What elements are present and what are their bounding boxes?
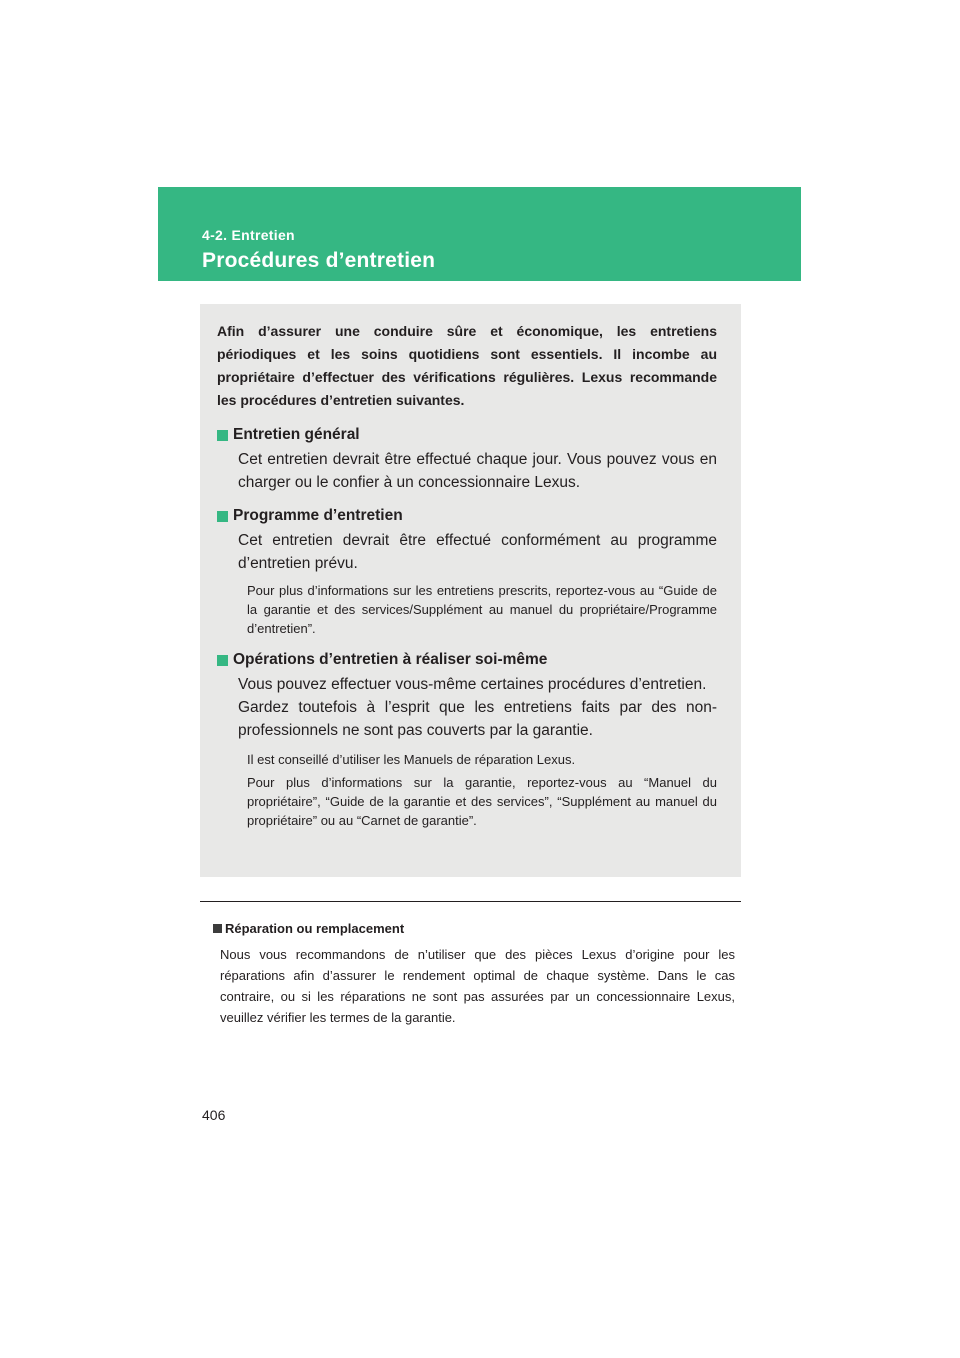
section-body: Vous pouvez effectuer vous-même certaines procédures d’entretien. (238, 676, 707, 693)
repair-section (213, 919, 735, 1028)
section-heading (217, 505, 717, 527)
section-note-second: Pour plus d’informations sur la garantie, reportez-vous au “Manuel du propriétaire”, “Guide de la garantie et des services”, “Supplément au manuel du propriétaire” ou au “Carnet de garantie”. (247, 775, 717, 828)
divider-line (200, 901, 741, 902)
section-note: Pour plus d’informations sur les entretiens prescrits, reportez-vous au “Guide de la garantie et des services/Supplément au manuel du propriétaire/Programme d’entretien”. (247, 583, 717, 636)
page-number: 406 (202, 1107, 226, 1123)
section-heading (217, 424, 717, 446)
section-schedule (217, 505, 717, 638)
repair-heading (213, 919, 735, 938)
section-general (217, 424, 717, 494)
chapter-header (158, 187, 801, 281)
square-bullet-icon (217, 511, 228, 522)
section-label: 4-2. Entretien (202, 227, 295, 243)
square-bullet-icon (217, 655, 228, 666)
page-title: Procédures d’entretien (202, 249, 436, 272)
section-title: Entretien général (233, 426, 360, 443)
section-body: Cet entretien devrait être effectué conformément au programme d’entretien prévu. (238, 532, 717, 572)
maintenance-info-box (200, 304, 741, 877)
square-bullet-icon (213, 924, 222, 933)
repair-body: Nous vous recommandons de n’utiliser que des pièces Lexus d’origine pour les réparations afin d’assurer le rendement optimal de chaque système. Dans le cas contraire, ou si les réparations ne sont pas assurées par un concessionnaire Lexus, veuillez vérifier les termes de la garantie. (220, 947, 735, 1025)
section-title: Programme d’entretien (233, 507, 403, 524)
section-heading (217, 649, 717, 671)
square-bullet-icon (217, 430, 228, 441)
section-note: Il est conseillé d’utiliser les Manuels de réparation Lexus. (247, 752, 576, 767)
intro-text: Afin d’assurer une conduire sûre et économique, les entretiens périodiques et les soins quotidiens sont essentiels. Il incombe au propriétaire d’effectuer des vérifications régulières. Lexus recommande les procédures d’entretien suivantes. (217, 323, 717, 408)
section-body: Cet entretien devrait être effectué chaque jour. Vous pouvez vous en charger ou le confier à un concessionnaire Lexus. (238, 451, 717, 491)
section-title: Opérations d’entretien à réaliser soi-même (233, 651, 548, 668)
section-body-second: Gardez toutefois à l’esprit que les entretiens faits par des non-professionnels ne sont pas couverts par la garantie. (238, 699, 717, 739)
section-diy (217, 649, 717, 830)
repair-title: Réparation ou remplacement (225, 921, 405, 936)
